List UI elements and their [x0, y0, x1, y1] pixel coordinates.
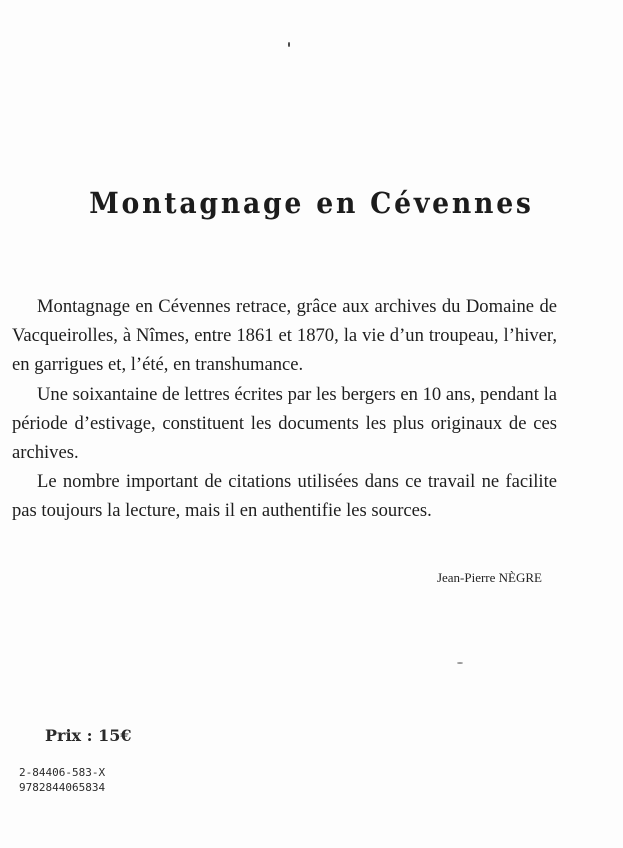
scan-speck [457, 662, 463, 664]
author-signature: Jean-Pierre NÈGRE [436, 570, 542, 585]
book-title: Montagnage en Cévennes [89, 186, 534, 220]
blurb-paragraph-2: Une soixantaine de lettres écrites par les bergers en 10 ans, pendant la période d’estivage, constituent les documents les plus originaux de ces archives. [12, 383, 557, 464]
isbn-block [19, 765, 105, 795]
isbn-13: 9782844065834 [19, 781, 106, 794]
blurb [12, 292, 557, 526]
blurb-paragraph-1: Montagnage en Cévennes retrace, grâce aux archives du Domaine de Vacqueirolles, à Nîmes, entre 1861 et 1870, la vie d’un troupeau, l’hiver, en garrigues et, l’été, en transhumance. [12, 296, 557, 376]
isbn-10: 2-84406-583-X [19, 766, 106, 779]
price-label: Prix : 15€ [45, 726, 132, 745]
scan-speck [288, 42, 290, 47]
blurb-paragraph-3: Le nombre important de citations utilisées dans ce travail ne facilite pas toujours la lecture, mais il en authentifie les sources. [12, 471, 557, 522]
